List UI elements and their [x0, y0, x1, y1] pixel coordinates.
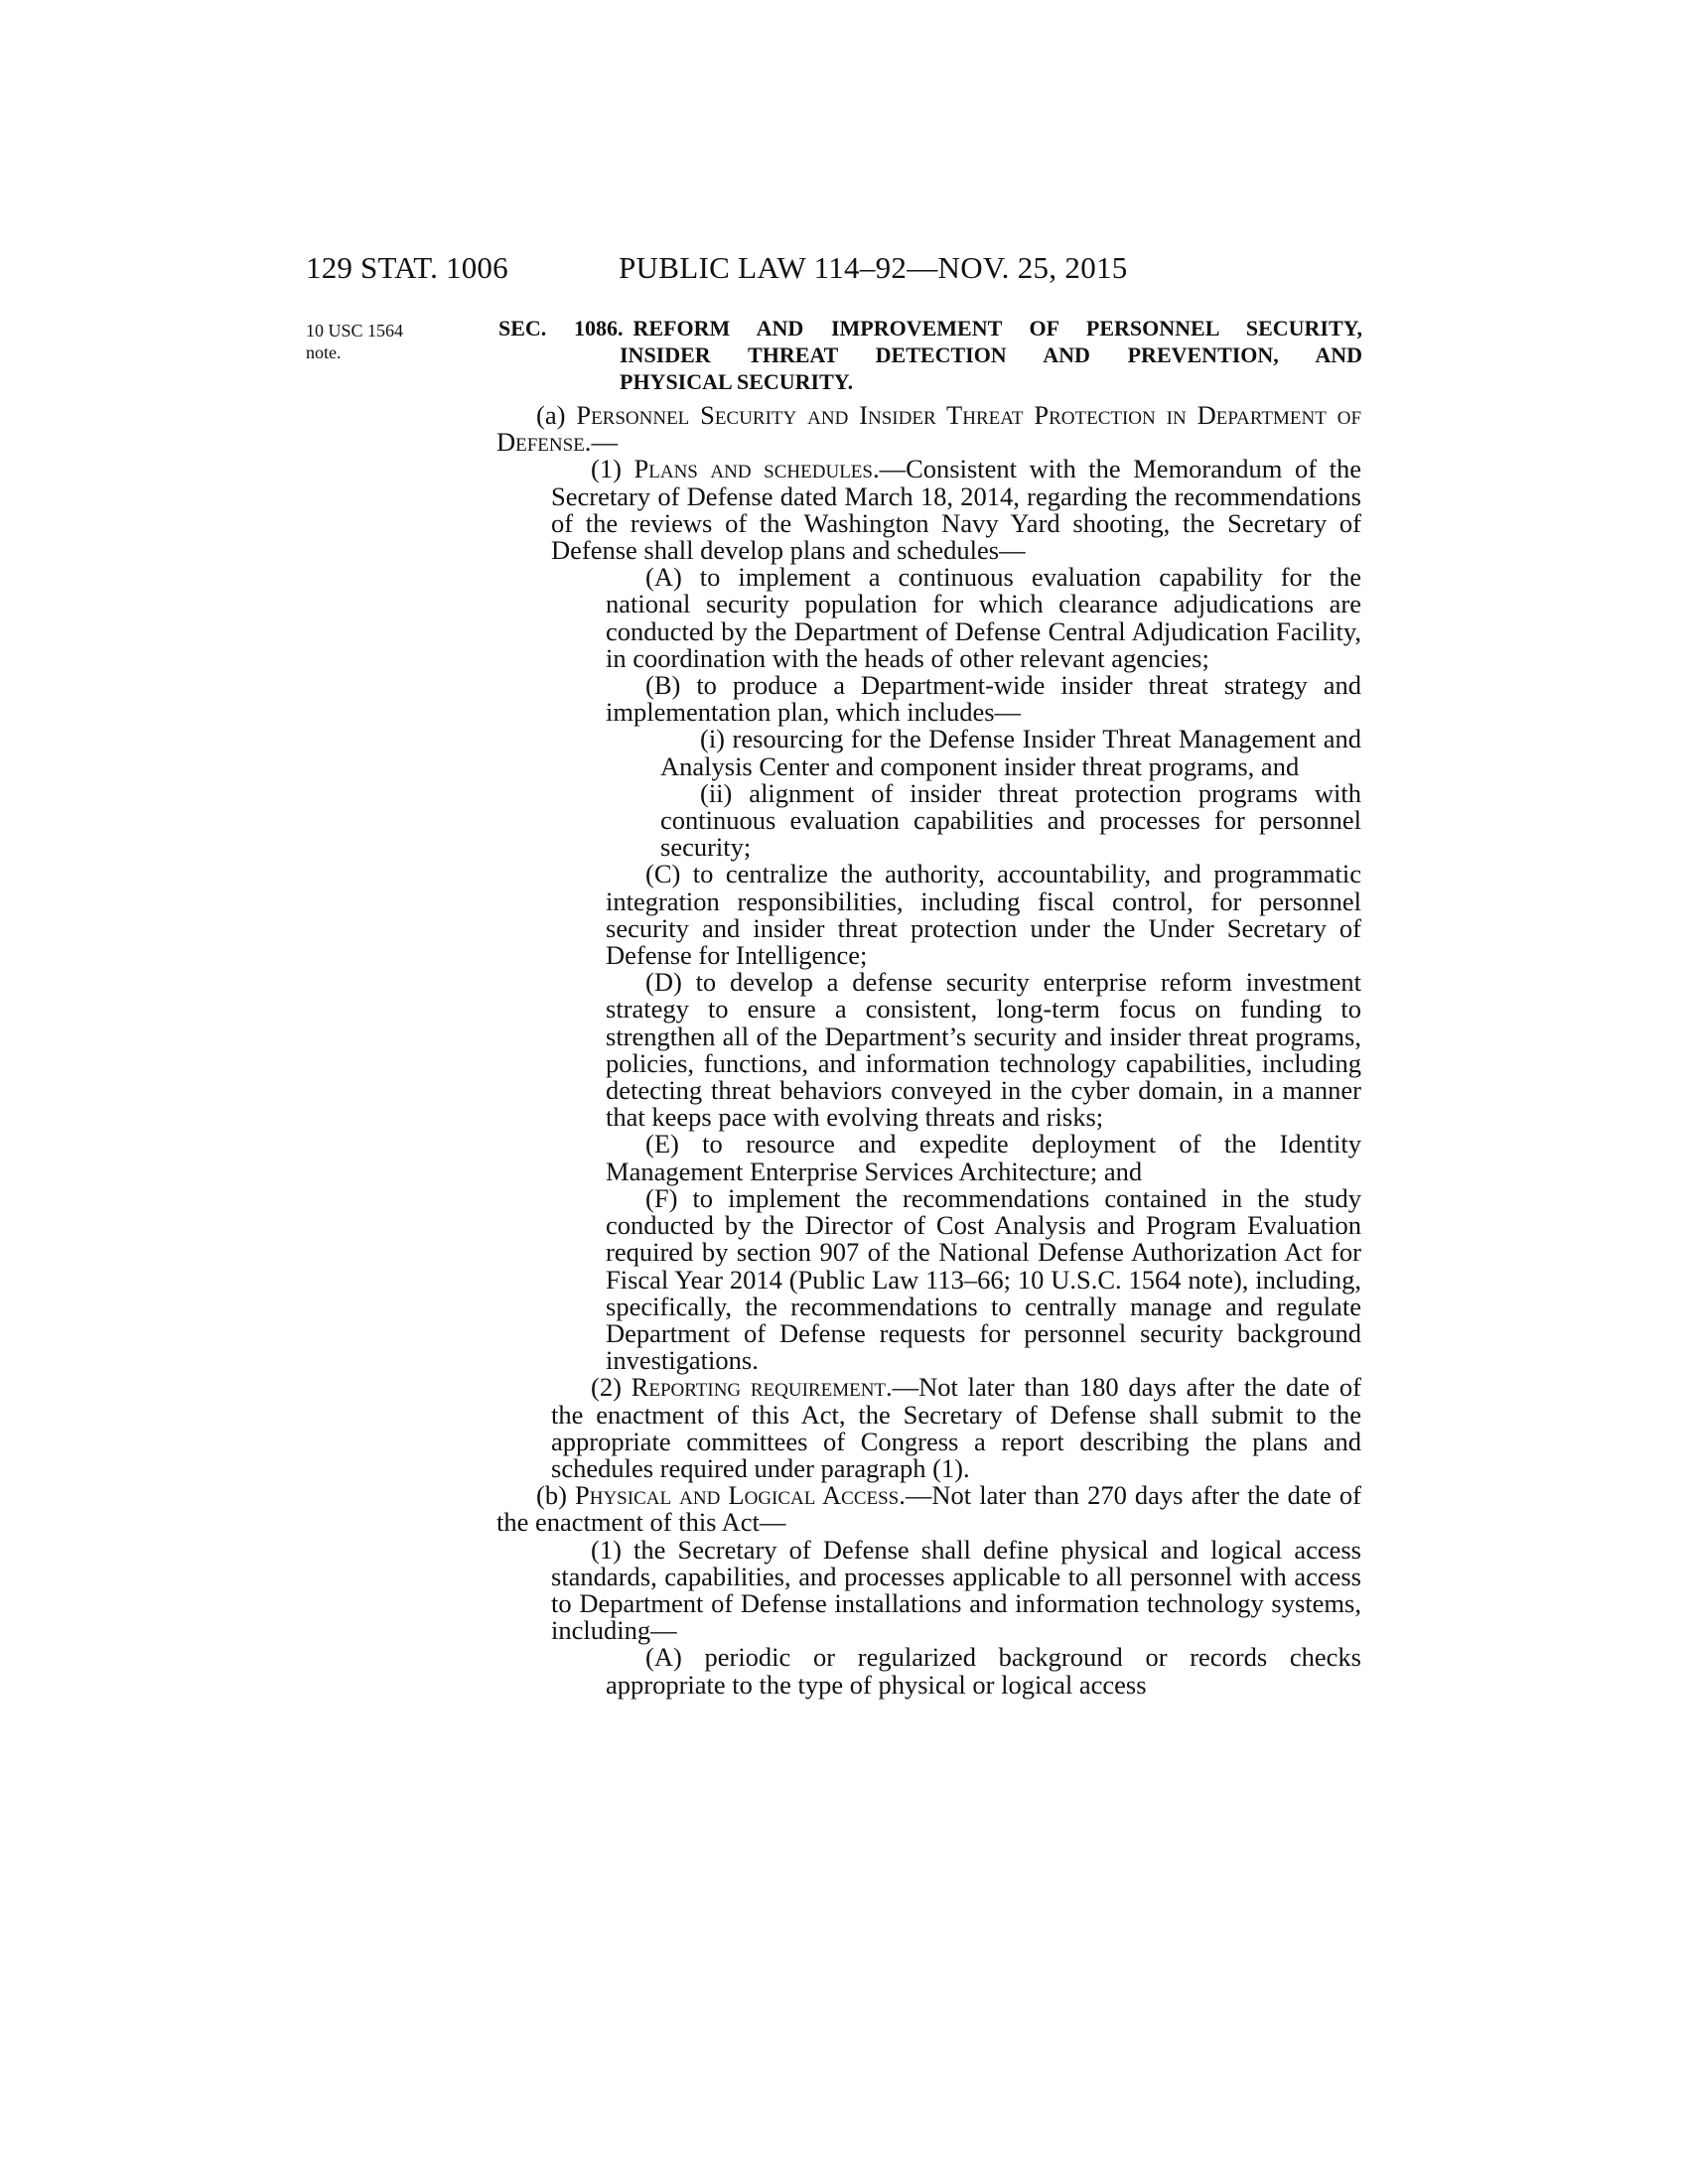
margin-note-line1: 10 USC 1564 [306, 321, 404, 341]
section-label: SEC. 1086. [498, 316, 624, 341]
section-title-text1: REFORM AND IMPROVEMENT OF PERSONNEL SECURITY, [633, 316, 1363, 341]
para1-text: —Consistent with the Memorandum of the Secretary of Defense dated March 18, 2014, regarding the recommendations of the reviews of the Washington Navy Yard shooting, the Secretary of Defense shall develop plans and schedules— [551, 454, 1362, 566]
page-citation: 129 STAT. 1006 [306, 250, 508, 285]
clause-a1-B: (B) to produce a Department-wide insider threat strategy and implementation plan, which includes— [606, 670, 1361, 728]
subsection-b [496, 1482, 1361, 1536]
clause-a1-A: (A) to implement a continuous evaluation capability for the national security population for which clearance adjudications are conducted by the Department of Defense Central Adjudication Facility, in coordination with the heads of other relevant agencies; [606, 562, 1361, 673]
subsection-a-designation: (a) [536, 400, 566, 430]
para2-heading: Reporting requirement. [631, 1372, 893, 1403]
subsection-a-para2 [496, 1374, 1361, 1482]
clause-a1-B-i: (i) resourcing for the Defense Insider Threat Management and Analysis Center and component insider threat programs, and [660, 724, 1361, 781]
margin-note-line2: note. [306, 342, 342, 362]
para1-heading: Plans and schedules. [633, 454, 880, 484]
clause-a1-C: (C) to centralize the authority, accountability, and programmatic integration responsibilities, including fiscal control, for personnel security and insider threat protection under the Under Secretary of Defense for Intelligence; [606, 859, 1361, 971]
subsection-a-heading: (a) Personnel Security and Insider Threat Protection in Department of Defense.— [496, 400, 1362, 458]
subsection-b-designation: (b) [536, 1480, 567, 1511]
clause-b1-A: (A) periodic or regularized background or records checks appropriate to the type of physical or logical access [606, 1642, 1361, 1700]
section-title-line1 [498, 315, 1362, 341]
clause-a1-B-ii: (ii) alignment of insider threat protection programs with continuous evaluation capabilities and processes for personnel security; [660, 777, 1361, 863]
subsection-b-heading: Physical and Logical Access. [575, 1480, 906, 1511]
para1-designation: (1) [591, 454, 622, 484]
subsection-b-text: —Not later than 270 days after the date of the enactment of this Act— [496, 1480, 1361, 1538]
para2-text: —Not later than 180 days after the date of the enactment of this Act, the Secretary of Defense shall submit to the appropriate committees of Congress a report describing the plans and schedules required under paragraph (1). [551, 1372, 1361, 1483]
law-title: PUBLIC LAW 114–92—NOV. 25, 2015 [619, 250, 1128, 285]
section-title-line2: INSIDER THREAT DETECTION AND PREVENTION, AND [620, 342, 1362, 367]
para2-designation: (2) [591, 1372, 622, 1403]
clause-a1-E: (E) to resource and expedite deployment of the Identity Management Enterprise Services Architecture; and [606, 1129, 1361, 1186]
page-header [0, 250, 1688, 290]
margin-note [306, 320, 415, 363]
statute-body [496, 402, 1361, 1699]
subsection-a-heading-text: Personnel Security and Insider Threat Protection in Department of Defense. [496, 400, 1362, 458]
section-title-line3: PHYSICAL SECURITY. [620, 369, 854, 394]
clause-a1-F: (F) to implement the recommendations contained in the study conducted by the Director of Cost Analysis and Program Evaluation required by section 907 of the National Defense Authorization Act for Fiscal Year 2014 (Public Law 113–66; 10 U.S.C. 1564 note), including, specifically, the recommendations to centrally manage and regulate Department of Defense requests for personnel security background investigations. [606, 1182, 1361, 1376]
section-heading [498, 315, 1362, 395]
clause-a1-D: (D) to develop a defense security enterprise reform investment strategy to ensure a consistent, long-term focus on funding to strengthen all of the Department’s security and insider threat programs, policies, functions, and information technology capabilities, including detecting threat behaviors conveyed in the cyber domain, in a manner that keeps pace with evolving threats and risks; [606, 967, 1361, 1133]
subsection-b-para1: (1) the Secretary of Defense shall define physical and logical access standards, capabilities, and processes applicable to all personnel with access to Department of Defense installations and information technology systems, including— [551, 1534, 1361, 1646]
subsection-a-para1 [496, 456, 1361, 564]
